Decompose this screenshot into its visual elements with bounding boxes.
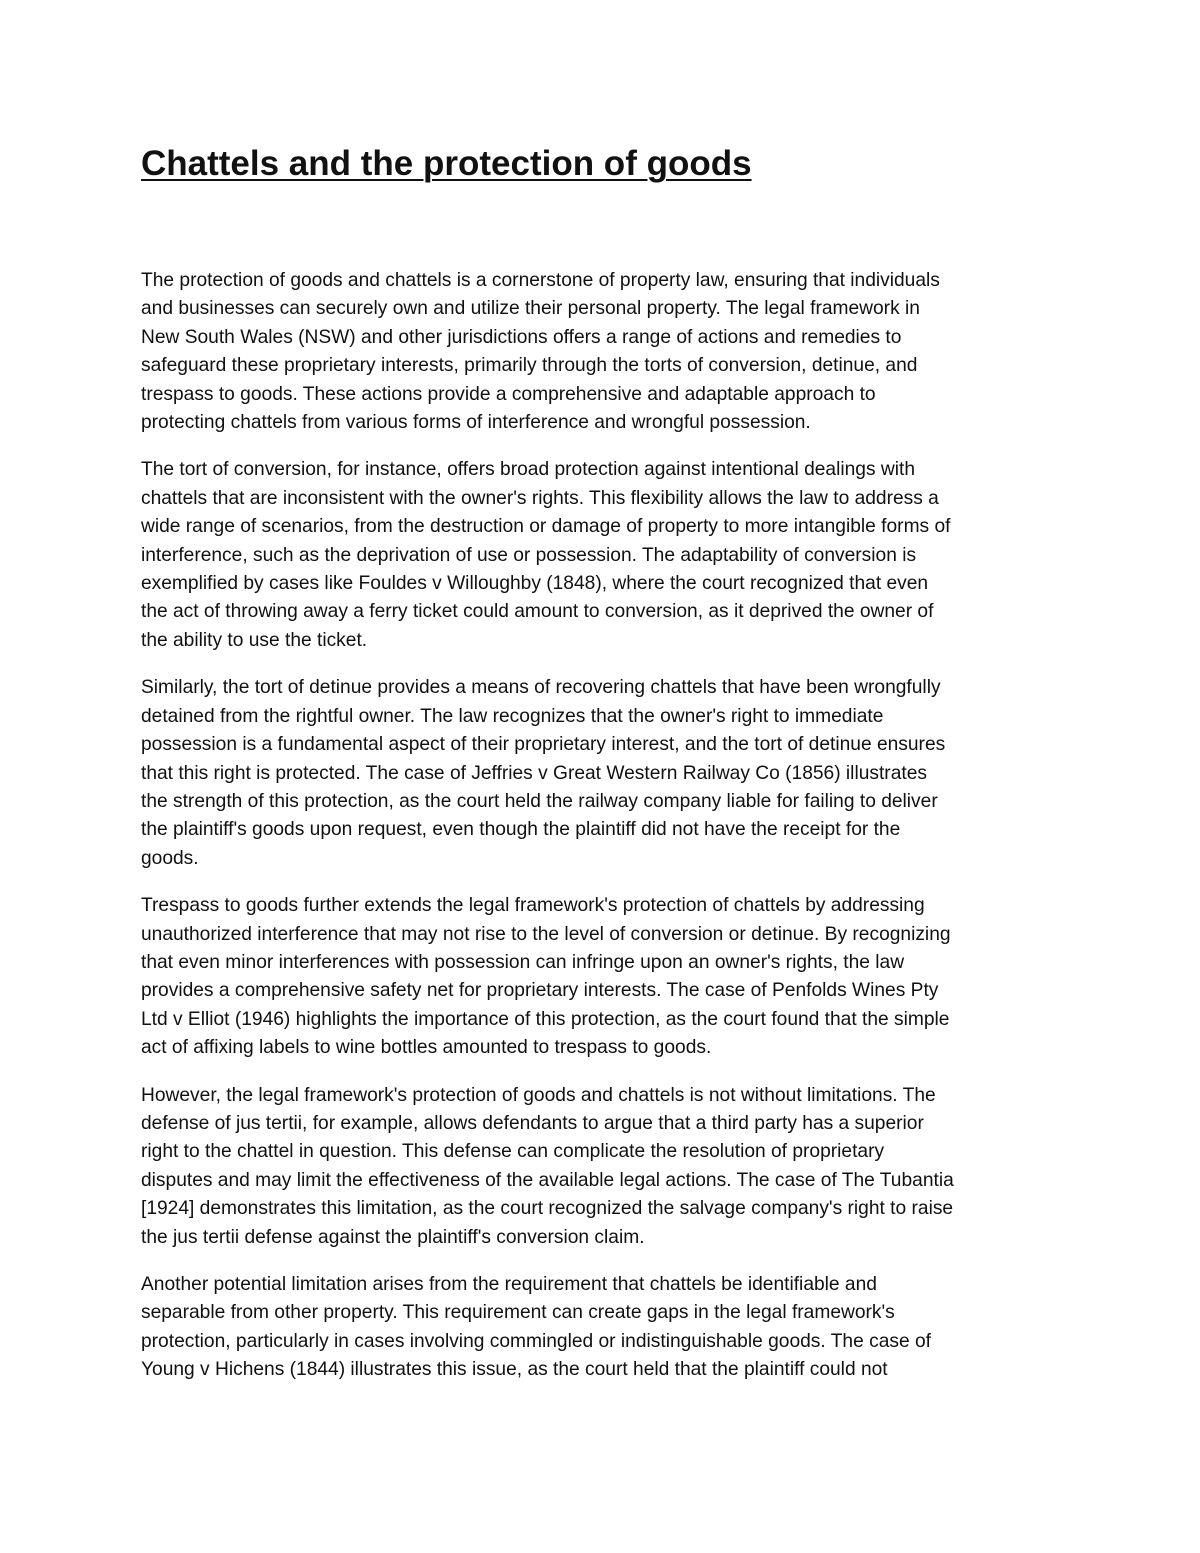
text-line: Ltd v Elliot (1946) highlights the importance of this protection, as the court found that the simple [141, 1008, 950, 1030]
text-line: interference, such as the deprivation of use or possession. The adaptability of conversion is [141, 544, 917, 566]
text-line: trespass to goods. These actions provide a comprehensive and adaptable approach to [141, 383, 876, 405]
document-body [141, 267, 1071, 1385]
text-line: that even minor interferences with possession can infringe upon an owner's rights, the law [141, 951, 905, 973]
text-line: However, the legal framework's protection of goods and chattels is not without limitations. The [141, 1084, 936, 1106]
text-line: [1924] demonstrates this limitation, as the court recognized the salvage company's right to raise [141, 1198, 954, 1220]
text-line: the ability to use the ticket. [141, 629, 368, 651]
text-line: exemplified by cases like Fouldes v Willoughby (1848), where the court recognized that even [141, 573, 929, 595]
paragraph-1 [141, 267, 1071, 437]
text-line: Another potential limitation arises from the requirement that chattels be identifiable and [141, 1274, 877, 1295]
document-title: Chattels and the protection of goods [141, 144, 752, 183]
text-line: act of affixing labels to wine bottles amounted to trespass to goods. [141, 1037, 712, 1059]
text-line: unauthorized interference that may not rise to the level of conversion or detinue. By recognizing [141, 923, 951, 945]
text-line: possession is a fundamental aspect of their proprietary interest, and the tort of detinue ensures [141, 734, 946, 756]
paragraph-4 [141, 892, 1071, 1062]
text-line: New South Wales (NSW) and other jurisdictions offers a range of actions and remedies to [141, 326, 902, 348]
text-line: the plaintiff's goods upon request, even though the plaintiff did not have the receipt for the [141, 819, 901, 841]
text-line: The tort of conversion, for instance, offers broad protection against intentional dealings with [141, 459, 915, 481]
text-line: the strength of this protection, as the court held the railway company liable for failing to deliver [141, 790, 938, 812]
paragraph-3 [141, 674, 1071, 873]
paragraph-2 [141, 456, 1071, 655]
text-line: wide range of scenarios, from the destruction or damage of property to more intangible forms of [141, 516, 951, 538]
text-line: separable from other property. This requirement can create gaps in the legal framework's [141, 1302, 895, 1324]
text-line: protecting chattels from various forms of interference and wrongful possession. [141, 412, 811, 434]
text-line: detained from the rightful owner. The law recognizes that the owner's right to immediate [141, 705, 884, 727]
text-line: goods. [141, 847, 199, 869]
text-line: that this right is protected. The case of Jeffries v Great Western Railway Co (1856) illustrates [141, 762, 927, 784]
paragraph-5 [141, 1082, 1071, 1252]
text-line: provides a comprehensive safety net for proprietary interests. The case of Penfolds Wines Pty [141, 980, 939, 1002]
text-line: and businesses can securely own and utilize their personal property. The legal framework in [141, 298, 920, 320]
text-line: The protection of goods and chattels is a cornerstone of property law, ensuring that individuals [141, 270, 940, 291]
text-line: disputes and may limit the effectiveness of the available legal actions. The case of The Tubantia [141, 1169, 954, 1191]
text-line: chattels that are inconsistent with the owner's rights. This flexibility allows the law to address a [141, 487, 939, 509]
text-line: defense of jus tertii, for example, allows defendants to argue that a third party has a superior [141, 1112, 924, 1134]
text-line: Similarly, the tort of detinue provides a means of recovering chattels that have been wrongfully [141, 677, 941, 699]
paragraph-6 [141, 1271, 1071, 1385]
text-line: Trespass to goods further extends the legal framework's protection of chattels by addressing [141, 895, 925, 917]
text-line: the jus tertii defense against the plaintiff's conversion claim. [141, 1226, 645, 1248]
text-line: protection, particularly in cases involving commingled or indistinguishable goods. The case of [141, 1330, 931, 1352]
text-line: Young v Hichens (1844) illustrates this issue, as the court held that the plaintiff could not [141, 1359, 888, 1381]
text-line: right to the chattel in question. This defense can complicate the resolution of proprietary [141, 1141, 885, 1163]
text-line: safeguard these proprietary interests, primarily through the torts of conversion, detinue, and [141, 355, 918, 377]
text-line: the act of throwing away a ferry ticket could amount to conversion, as it deprived the owner of [141, 601, 934, 623]
